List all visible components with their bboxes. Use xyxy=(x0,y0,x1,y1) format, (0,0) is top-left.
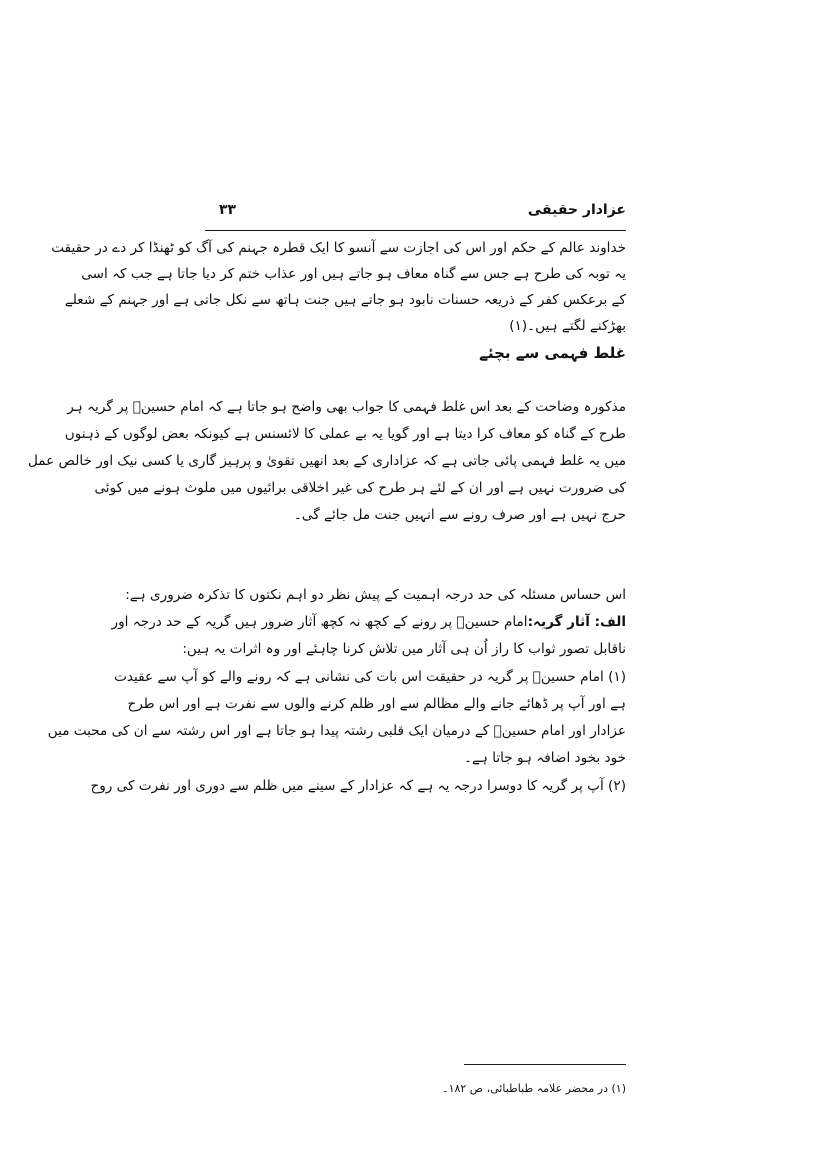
header-divider xyxy=(205,230,626,231)
point-label: الف: آثار گریہ: xyxy=(527,614,626,630)
text-line: حرج نہیں ہے اور صرف رونے سے انہیں جنت مل جائے گی۔ xyxy=(293,507,626,523)
page-number: ۳۳ xyxy=(219,202,237,218)
text-line: طرح کے گناہ کو معاف کرا دیتا ہے اور گویا یہ بے عملی کا لائسنس ہے کیونکہ بعض لوگوں کے ذہنوں xyxy=(64,426,626,442)
text-line: ہے اور آپ پر ڈھائے جانے والے مظالم سے اور ظلم کرنے والوں سے نفرت ہے اور اس طرح xyxy=(127,696,626,712)
text-line: (۱) امام حسینؑ پر گریہ در حقیقت اس بات کی نشانی ہے کہ رونے والے کو آپ سے عقیدت xyxy=(114,669,626,685)
text-line: یہ توبہ کی طرح ہے جس سے گناہ معاف ہو جاتے ہیں اور عذاب ختم کر دیا جاتا ہے جب کہ اسی xyxy=(81,266,626,282)
footnote: (۱) در محضر علامہ طباطبائی، ص ۱۸۲۔ xyxy=(442,1082,626,1095)
section-heading: غلط فہمی سے بچئے xyxy=(479,344,626,362)
text-line: کے برعکس کفر کے ذریعہ حسنات نابود ہو جاتے ہیں جنت ہاتھ سے نکل جاتی ہے اور جہنم کے شعلے xyxy=(64,292,626,308)
text-line: عزادار اور امام حسینؑ کے درمیان ایک قلبی رشتہ پیدا ہو جاتا ہے اور اس رشتہ سے ان کی محبت میں xyxy=(47,723,626,739)
text-line: ناقابل تصور ثواب کا راز اُن ہی آثار میں تلاش کرنا چاہئے اور وہ اثرات یہ ہیں: xyxy=(182,641,626,657)
text-line: (۲) آپ پر گریہ کا دوسرا درجہ یہ ہے کہ عزادار کے سینے میں ظلم سے دوری اور نفرت کی روح xyxy=(90,778,626,794)
text-line: مذکورہ وضاحت کے بعد اس غلط فہمی کا جواب بھی واضح ہو جاتا ہے کہ امام حسینؑ پر گریہ ہر xyxy=(67,399,626,415)
book-title: عزادار حقیقی xyxy=(527,202,626,218)
text-line: کی ضرورت نہیں ہے اور ان کے لئے ہر طرح کی غیر اخلاقی برائیوں میں ملوث ہونے میں کوئی xyxy=(94,480,626,496)
text-line: خود بخود اضافہ ہو جاتا ہے۔ xyxy=(464,750,626,766)
text-line: اس حساس مسئلہ کی حد درجہ اہمیت کے پیش نظر دو اہم نکتوں کا تذکرہ ضروری ہے: xyxy=(125,587,626,603)
running-header xyxy=(205,196,626,226)
footnote-divider xyxy=(464,1064,626,1065)
text-line: بھڑکنے لگتے ہیں۔(۱) xyxy=(509,318,626,334)
text-line: خداوند عالم کے حکم اور اس کی اجازت سے آنسو کا ایک قطرہ جہنم کی آگ کو ٹھنڈا کر دے در حقیقت xyxy=(51,240,626,256)
text-line xyxy=(111,610,626,634)
text-line: میں یہ غلط فہمی پائی جاتی ہے کہ عزاداری کے بعد انھیں تقویٰ و پرہیز گاری یا کسی نیک اور خالص عمل xyxy=(27,453,626,469)
point-text: امام حسینؑ پر رونے کے کچھ نہ کچھ آثار ضرور ہیں گریہ کے حد درجہ اور xyxy=(111,614,528,630)
